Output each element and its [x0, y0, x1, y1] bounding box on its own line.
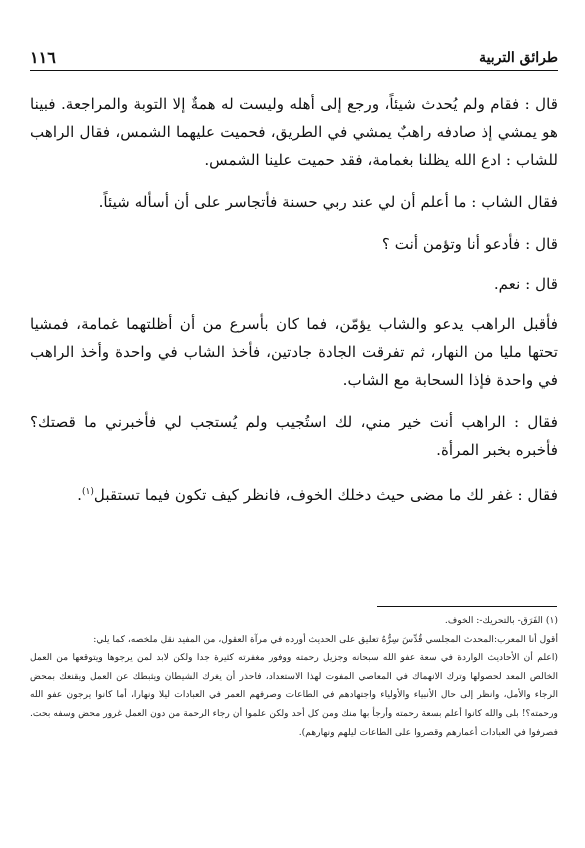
paragraph: قال : فأدعو أنا وتؤمن أنت ؟	[381, 235, 558, 253]
footnote-line: أقول أنا المعرب:المحدث المجلسي قُدِّسَ سِرُّهُ تعليق على الحديث أورده في مرآة العقول، من المفيد نقل ملخصه، كما يلي:	[93, 633, 558, 645]
page-header	[30, 44, 558, 71]
footnote-marker: (١)	[82, 487, 94, 497]
page-number: ١١٦	[30, 48, 56, 67]
footnote-line: (اعلم أن الأحاديث الواردة في سعة عفو الله سبحانه وجزيل رحمته ووفور مغفرته كثيرة جدا ولكن لابد لمن يرجوها ويتوقعها من العمل الخالص المعد لحصولها وترك الانهماك في المعاصي المفوت لهذا الاستعداد، فاحذر أن يغرك الشيطان ويثبطك عن العمل ويقنعك بمحض الرجاء والأمل، وانظر إلى حال الأنبياء والأولياء واجتهادهم في الطاعات وصرفهم العمر في العبادات ليلا ونهارا، أما كانوا يرجون عفو الله ورحمته؟! بلى والله كانوا أعلم بسعة رحمته وأرجأ بها منك ومن كل أحد ولكن علموا أن رجاء الرحمة من دون العمل غرور محض وسفه بحت. فصرفوا في العبادات أعمارهم وقصروا على الطاعات ليلهم ونهارهم).	[30, 652, 558, 738]
footnote-line: (١) الفَرَق- بالتحريك-: الخوف.	[444, 615, 558, 626]
paragraph: فأقبل الراهب يدعو والشاب يؤمّن، فما كان بأسرع من أن أظلتهما غمامة، فمشيا تحتها مليا من النهار، ثم تفرقت الجادة جادتين، فأخذ الشاب في واحدة وأخذ الراهب في واحدة فإذا السحابة مع الشاب.	[30, 315, 558, 389]
paragraph: فقال الشاب : ما أعلم أن لي عند ربي حسنة فأتجاسر على أن أسأله شيئاً.	[98, 193, 558, 211]
paragraph: قال : نعم.	[493, 275, 558, 293]
paragraph: قال : فقام ولم يُحدث شيئاً، ورجع إلى أهله وليست له همةٌ إلا التوبة والمراجعة. فبينا هو يمشي إذ صادفه راهبٌ يمشي في الطريق، فحميت عليهما الشمس، فقال الراهب للشاب : ادع الله يظلنا بغمامة، فقد حميت علينا الشمس.	[30, 95, 558, 169]
paragraph-last	[30, 478, 558, 509]
main-text	[30, 90, 558, 523]
paragraph: فقال : الراهب أنت خير مني، لك استُجيب ولم يُستجب لي فأخبرني ما قصتك؟ فأخبره بخبر المرأة.	[30, 413, 558, 459]
footnote-divider	[377, 606, 557, 607]
running-title: طرائق التربية	[479, 50, 558, 66]
paragraph-text: فقال : غفر لك ما مضى حيث دخلك الخوف، فانظر كيف تكون فيما تستقبل	[93, 486, 558, 505]
paragraph-end: .	[77, 486, 82, 505]
footnotes	[30, 612, 558, 742]
